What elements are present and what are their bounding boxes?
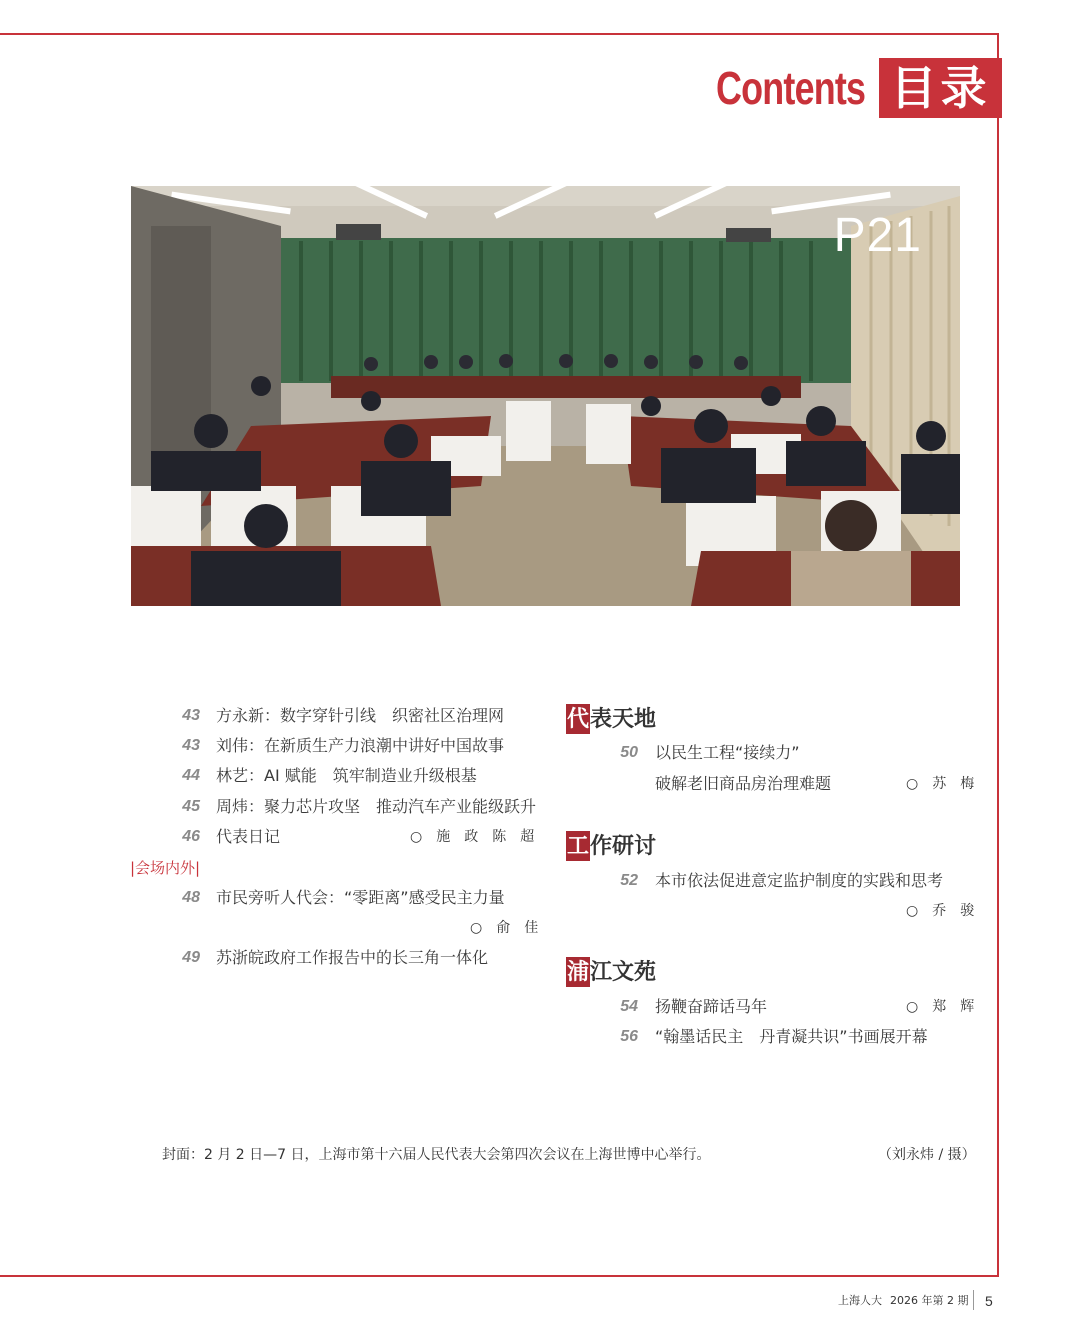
toc-page-number: 44 [182, 767, 200, 784]
photo-page-reference: P21 [833, 209, 922, 262]
footer-issue: 2026 年第 2 期 [890, 1294, 969, 1307]
section-heading-rest: 表天地 [590, 706, 657, 732]
toc-page-number: 56 [620, 1028, 638, 1045]
toc-page-number: 43 [182, 707, 200, 724]
toc-entry-title-line2[interactable]: 破解老旧商品房治理难题 [655, 774, 832, 793]
toc-page-number: 50 [620, 744, 638, 761]
toc-entry-title[interactable]: 方永新：数字穿针引线 织密社区治理网 [216, 706, 505, 725]
section-heading-first-char: 代 [567, 706, 590, 732]
contents-title-en: Contents [716, 62, 866, 114]
toc-entry-title[interactable]: 苏浙皖政府工作报告中的长三角一体化 [216, 948, 489, 967]
toc-page-number: 48 [182, 889, 200, 906]
toc-page-number: 54 [620, 998, 638, 1015]
frame-top-line [0, 33, 999, 35]
page-number: 5 [985, 1293, 993, 1309]
toc-entry-title[interactable]: “翰墨话民主 丹青凝共识”书画展开幕 [655, 1027, 928, 1046]
section-heading-first-char: 工 [567, 833, 590, 859]
toc-entry-author: ○苏梅 [906, 776, 989, 792]
section-heading-first-char: 浦 [567, 959, 590, 985]
toc-entry-title[interactable]: 市民旁听人代会：“零距离”感受民主力量 [216, 888, 505, 907]
toc-page-number: 46 [182, 828, 200, 845]
toc-page-number: 43 [182, 737, 200, 754]
toc-entry-title[interactable]: 代表日记 [216, 827, 281, 846]
cover-photo [131, 186, 960, 606]
contents-title-zh: 目录 [879, 58, 1002, 118]
frame-right-line [997, 33, 999, 1277]
subsection-label: |会场内外| [130, 859, 201, 877]
toc-entry-author: ○俞佳 [470, 920, 553, 936]
toc-entry-title[interactable]: 扬鞭奋蹄话马年 [655, 997, 768, 1016]
section-heading [566, 831, 656, 861]
toc-entry-title[interactable]: 周炜：聚力芯片攻坚 推动汽车产业能级跃升 [216, 797, 537, 816]
toc-entry-title[interactable]: 以民生工程“接续力” [655, 743, 800, 762]
toc-entry-title[interactable]: 刘伟：在新质生产力浪潮中讲好中国故事 [216, 736, 505, 755]
cover-caption: 封面：2 月 2 日—7 日，上海市第十六届人民代表大会第四次会议在上海世博中心举行。 [162, 1147, 711, 1163]
footer-separator [973, 1290, 974, 1310]
frame-bottom-line [0, 1275, 999, 1277]
footer-magazine-name: 上海人大 [838, 1294, 882, 1307]
toc-entry-author: ○郑辉 [906, 999, 989, 1015]
toc-entry-title[interactable]: 本市依法促进意定监护制度的实践和思考 [655, 871, 944, 890]
toc-page-number: 45 [182, 798, 200, 815]
section-heading-rest: 作研讨 [590, 833, 657, 859]
section-heading [566, 704, 656, 734]
section-heading-rest: 江文苑 [590, 959, 657, 985]
toc-page-number: 52 [620, 872, 638, 889]
cover-photo-credit: （刘永炜 / 摄） [878, 1147, 976, 1163]
section-heading [566, 957, 656, 987]
toc-entry-title[interactable]: 林艺：AI 赋能 筑牢制造业升级根基 [216, 766, 477, 785]
toc-entry-author: ○施政陈超 [410, 829, 549, 845]
toc-entry-author: ○乔骏 [906, 903, 989, 919]
toc-page-number: 49 [182, 949, 200, 966]
